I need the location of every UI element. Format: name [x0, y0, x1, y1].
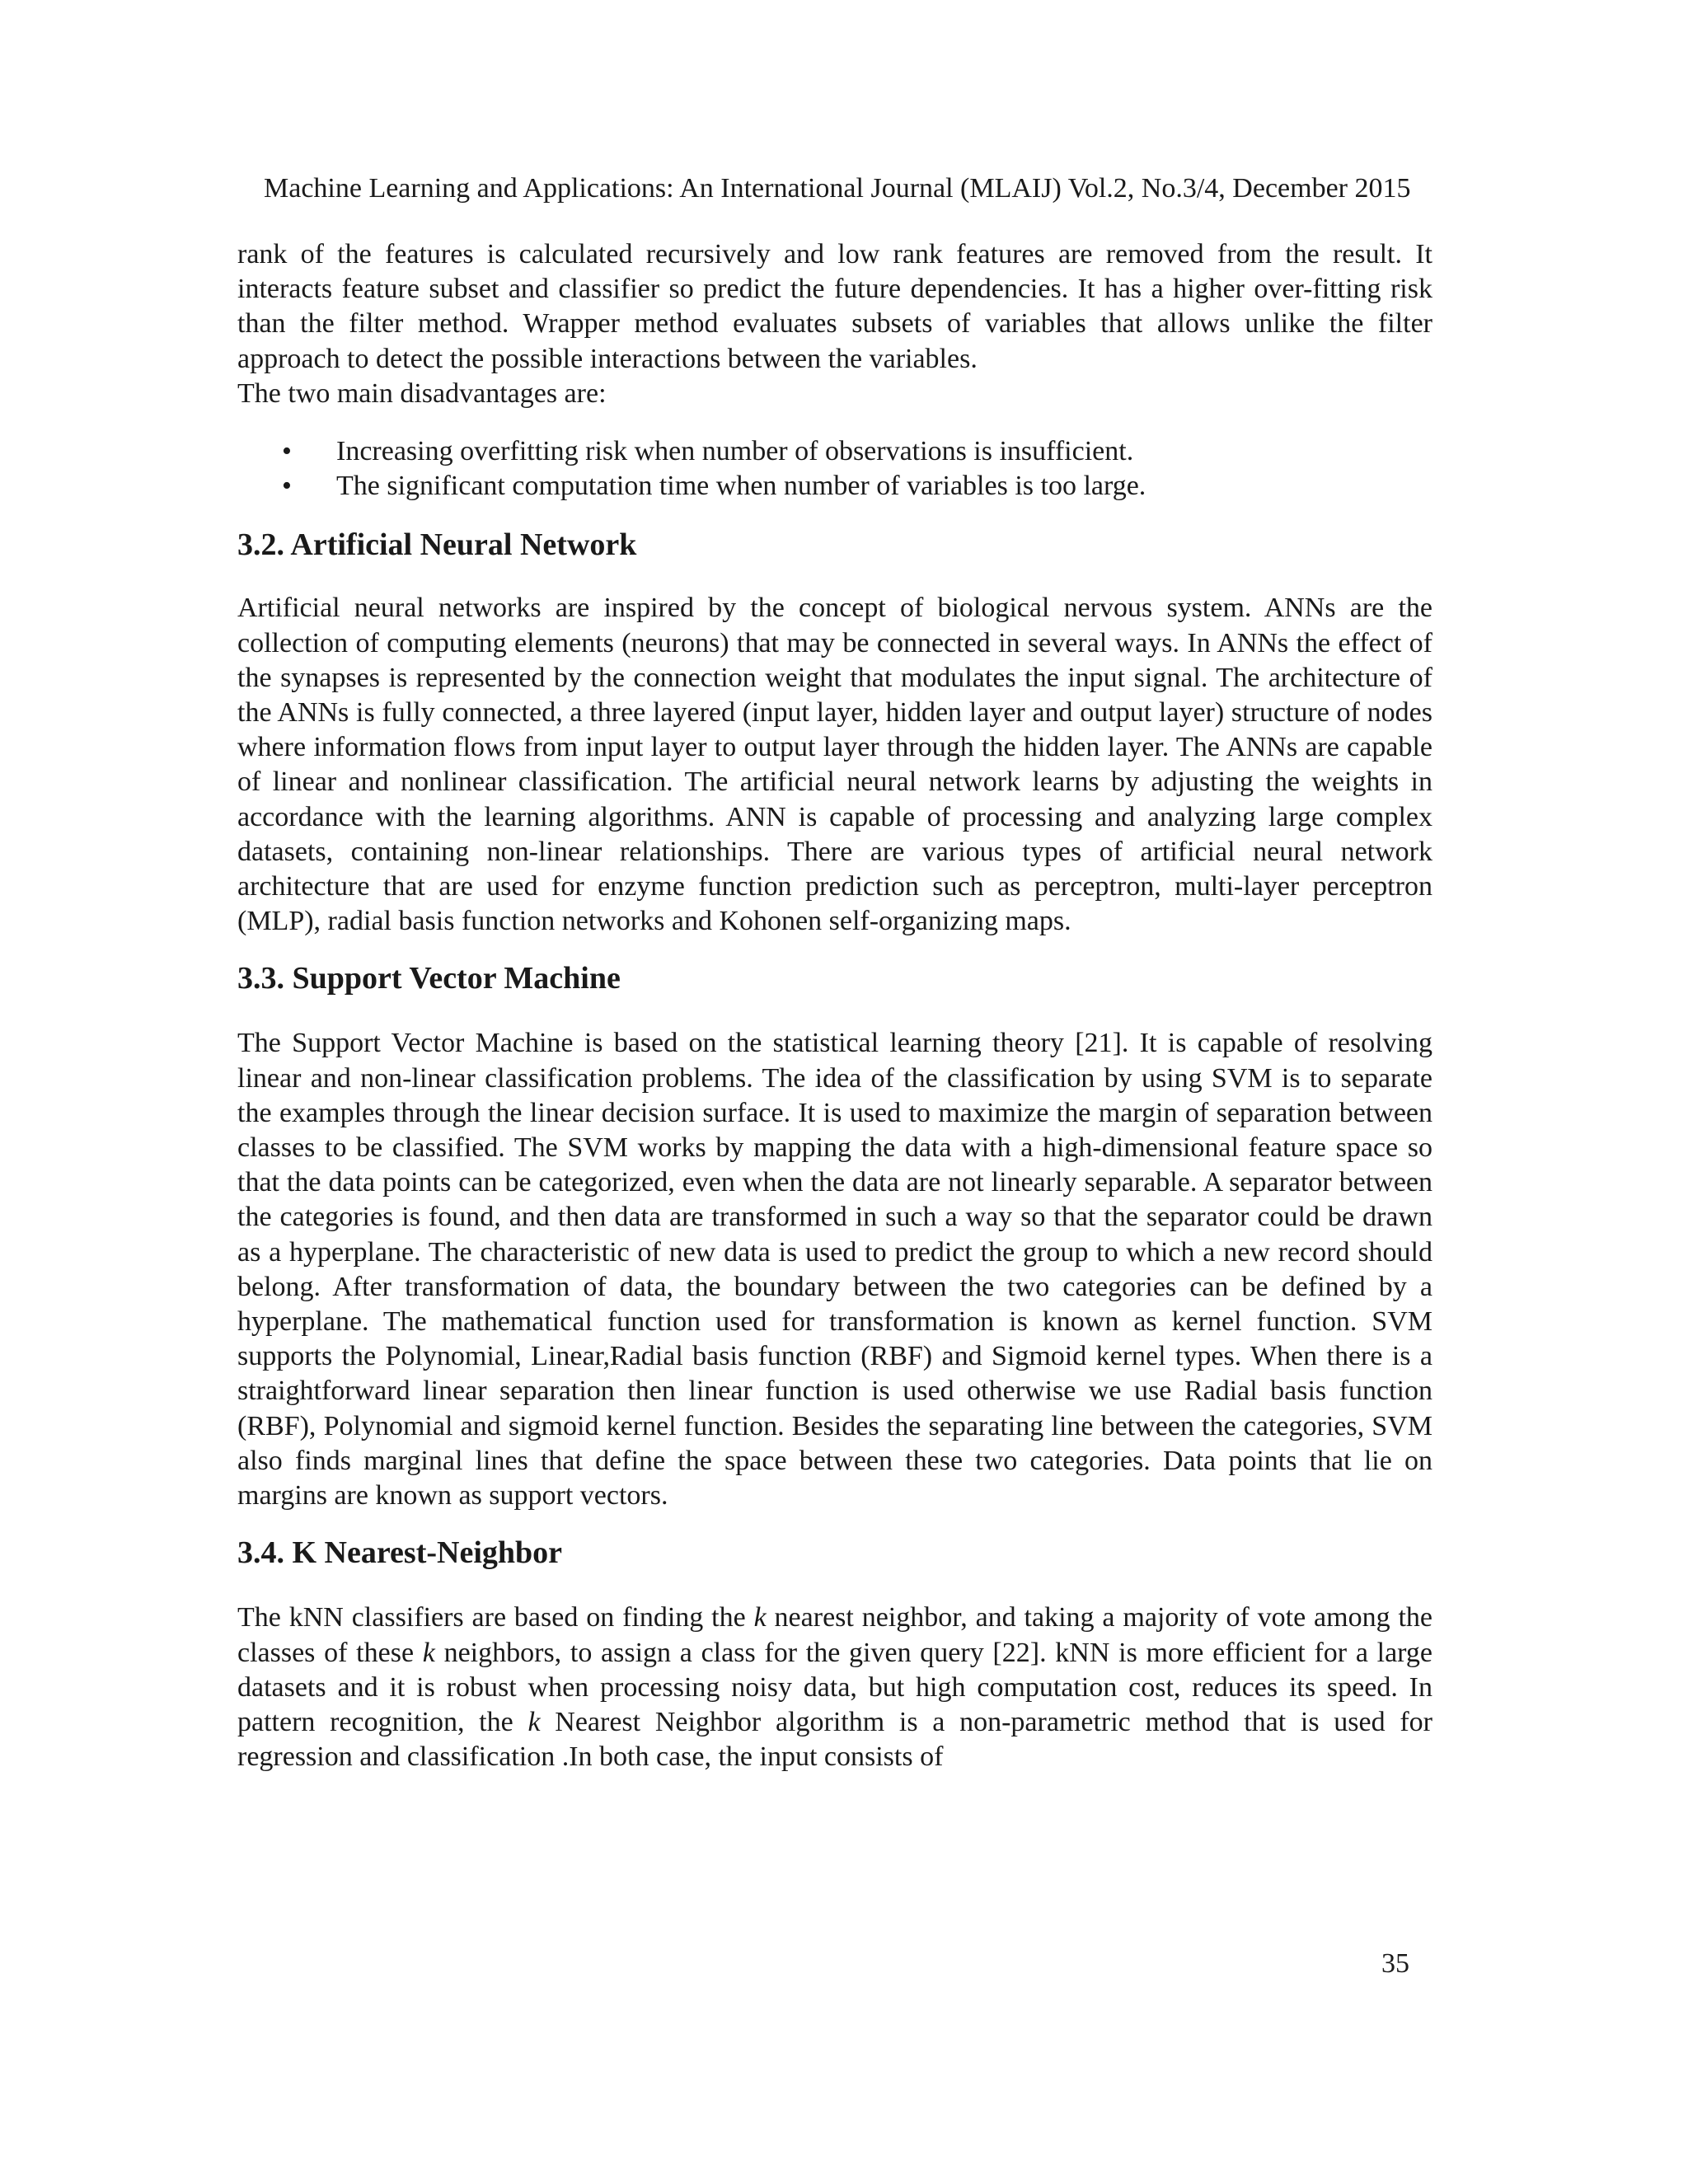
- section-heading-svm: 3.3. Support Vector Machine: [237, 961, 621, 996]
- section-body-svm: The Support Vector Machine is based on the statistical learning theory [21]. It is capable of resolving linear and non-linear classification problems. The idea of the classification by using SVM is to separate the examples through the linear decision surface. It is used to maximize the margin of separation between classes to be classified. The SVM works by mapping the data with a high-dimensional feature space so that the data points can be categorized, even when the data are not linearly separable. A separator between the categories is found, and then data are transformed in such a way so that the separator could be drawn as a hyperplane. The characteristic of new data is used to predict the group to which a new record should belong. After transformation of data, the boundary between the two categories can be defined by a hyperplane. The mathematical function used for transformation is known as kernel function. SVM supports the Polynomial, Linear,Radial basis function (RBF) and Sigmoid kernel types. When there is a straightforward linear separation then linear function is used otherwise we use Radial basis function (RBF), Polynomial and sigmoid kernel function. Besides the separating line between the categories, SVM also finds marginal lines that define the space between these two categories. Data points that lie on margins are known as support vectors.: [237, 1028, 1432, 1511]
- k-variable: k: [528, 1706, 541, 1737]
- body-text: nearest neighbor, and taking a majority of vote among the classes of these: [237, 1602, 1432, 1668]
- section-heading-knn: 3.4. K Nearest-Neighbor: [237, 1535, 563, 1571]
- section-heading-ann: 3.2. Artificial Neural Network: [237, 527, 637, 563]
- intro-paragraph: rank of the features is calculated recursively and low rank features are removed from the result. It interacts feature subset and classifier so predict the future dependencies. It has a higher over-fitting risk than the filter method. Wrapper method evaluates subsets of variables that allows unlike the filter approach to detect the possible interactions between the variables.: [237, 239, 1432, 374]
- body-text: Nearest Neighbor algorithm is a non-parametric method that is used for regression and classification .In both case, the input consists of: [237, 1706, 1432, 1773]
- bullet-icon: •: [282, 436, 292, 467]
- body-text: neighbors, to assign a class for the given query [22]. kNN is more efficient for a large datasets and it is robust when processing noisy data, but high computation cost, reduces its speed. In pattern recognition, the: [237, 1637, 1432, 1737]
- section-body-knn: [237, 1601, 1432, 1774]
- body-text: The kNN classifiers are based on finding the: [237, 1602, 754, 1633]
- k-variable: k: [753, 1602, 767, 1633]
- list-item: [237, 434, 1432, 469]
- page-number: 35: [1381, 1948, 1409, 1979]
- disadvantages-list: [237, 434, 1432, 504]
- list-item-text: Increasing overfitting risk when number of observations is insufficient.: [336, 436, 1134, 467]
- list-item-text: The significant computation time when number of variables is too large.: [336, 471, 1146, 502]
- list-item: [237, 469, 1432, 504]
- section-body-ann: Artificial neural networks are inspired by the concept of biological nervous system. ANNs are the collection of computing elements (neurons) that may be connected in several ways. In ANNs the effect of the synapses is represented by the connection weight that modulates the input signal. The architecture of the ANNs is fully connected, a three layered (input layer, hidden layer and output layer) structure of nodes where information flows from input layer to output layer through the hidden layer. The ANNs are capable of linear and nonlinear classification. The artificial neural network learns by adjusting the weights in accordance with the learning algorithms. ANN is capable of processing and analyzing large complex datasets, containing non-linear relationships. There are various types of artificial neural network architecture that are used for enzyme function prediction such as perceptron, multi-layer perceptron (MLP), radial basis function networks and Kohonen self-organizing maps.: [237, 593, 1432, 937]
- page-content: [237, 237, 1432, 1774]
- running-header: Machine Learning and Applications: An International Journal (MLAIJ) Vol.2, No.3/4, December 2015: [264, 173, 1411, 204]
- bullet-icon: •: [282, 471, 292, 502]
- disadvantages-lead-in: The two main disadvantages are:: [237, 377, 607, 409]
- k-variable: k: [422, 1637, 435, 1668]
